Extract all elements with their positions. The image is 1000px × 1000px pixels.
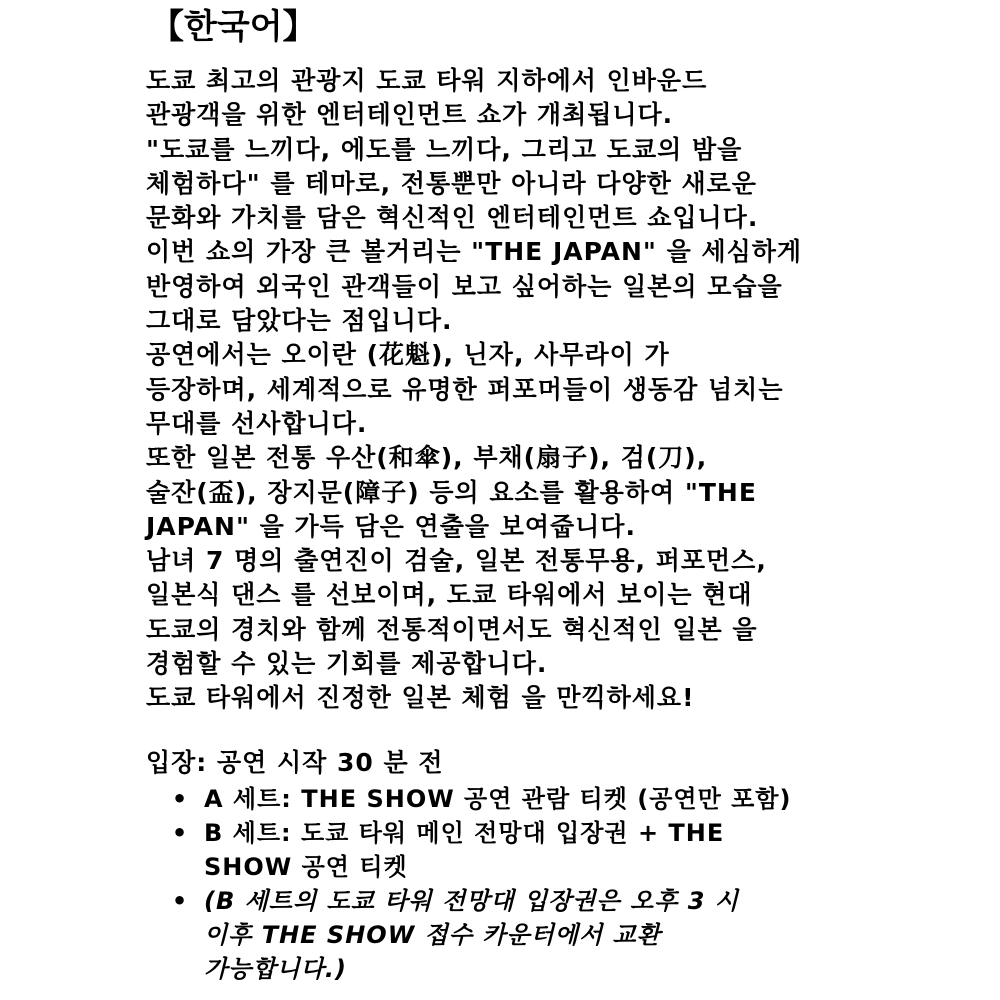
list-item-line: 이후 THE SHOW 접수 카운터에서 교환 (204, 921, 661, 949)
description-line: 문화와 가치를 담은 혁신적인 엔터테인먼트 쇼입니다. (146, 203, 759, 233)
description-line: 도쿄 최고의 관광지 도쿄 타워 지하에서 인바운드 (146, 66, 708, 95)
description-line: 그대로 담았다는 점입니다. (146, 306, 453, 336)
description-line: 남녀 7 명의 출연진이 검술, 일본 전통무용, 퍼포먼스, (146, 546, 767, 576)
description-line: 술잔(盃), 장지문(障子) 등의 요소를 활용하여 "THE (146, 477, 757, 507)
list-item-line: SHOW 공연 티켓 (204, 853, 408, 881)
description-line: "도쿄를 느끼다, 에도를 느끼다, 그리고 도쿄의 밤을 (146, 134, 743, 164)
list-item-set-a (170, 782, 860, 816)
bullet-icon: • (171, 785, 189, 813)
ticket-options-list (170, 782, 860, 986)
description-line: 경험할 수 있는 기회를 제공합니다. (146, 649, 548, 679)
list-item-line: A 세트: THE SHOW 공연 관람 티켓 (공연만 포함) (204, 785, 792, 813)
language-heading: 【한국어】 (150, 7, 317, 47)
description-line: 체험하다" 를 테마로, 전통뿐만 아니라 다양한 새로운 (146, 168, 757, 198)
description-line: 등장하며, 세계적으로 유명한 퍼포머들이 생동감 넘치는 (146, 374, 784, 404)
list-item-line: 가능합니다.) (204, 955, 348, 983)
bullet-icon: • (171, 887, 189, 915)
description-line: 일본식 댄스 를 선보이며, 도쿄 타워에서 보이는 현대 (146, 580, 753, 610)
description-line: 도쿄의 경치와 함께 전통적이면서도 혁신적인 일본 을 (146, 614, 758, 644)
admission-info: 입장: 공연 시작 30 분 전 (146, 748, 444, 777)
list-item-line: B 세트: 도쿄 타워 메인 전망대 입장권 + THE (204, 819, 725, 847)
description-line: 이번 쇼의 가장 큰 볼거리는 "THE JAPAN" 을 세심하게 (146, 237, 803, 267)
description-line: 도쿄 타워에서 진정한 일본 체험 을 만끽하세요! (146, 683, 695, 713)
list-item-line: (B 세트의 도쿄 타워 전망대 입장권은 오후 3 시 (204, 887, 739, 915)
description-text (146, 64, 856, 716)
list-item-note (170, 884, 860, 986)
list-item-set-b (170, 816, 860, 884)
bullet-icon: • (171, 819, 189, 847)
description-line: 반영하여 외국인 관객들이 보고 싶어하는 일본의 모습을 (146, 271, 783, 301)
description-line: JAPAN" 을 가득 담은 연출을 보여줍니다. (146, 511, 636, 541)
description-line: 관광객을 위한 엔터테인먼트 쇼가 개최됩니다. (146, 100, 674, 130)
description-line: 공연에서는 오이란 (花魁), 닌자, 사무라이 가 (146, 340, 670, 370)
description-line: 무대를 선사합니다. (146, 408, 368, 438)
description-line: 또한 일본 전통 우산(和傘), 부채(扇子), 검(刀), (146, 443, 708, 473)
